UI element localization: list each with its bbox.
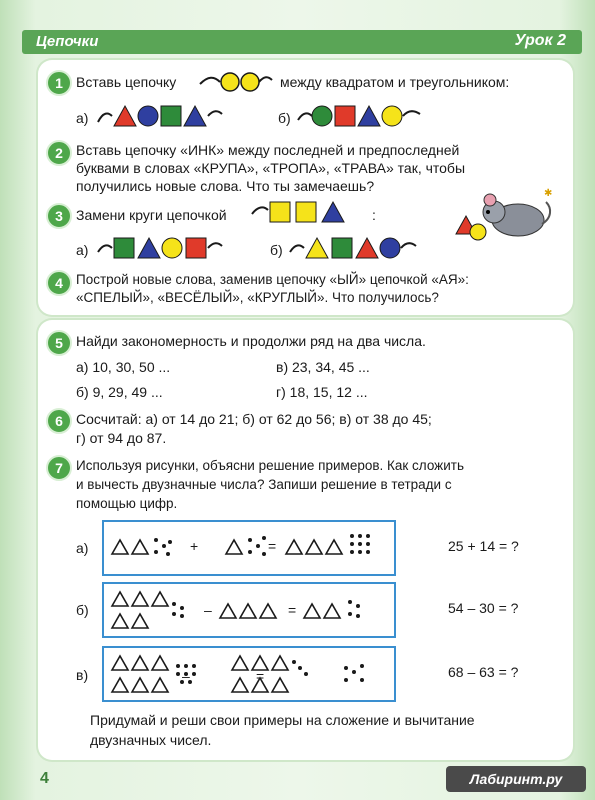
row-b-equals: = bbox=[288, 602, 297, 618]
row-c-label: в) bbox=[76, 667, 89, 683]
task6-line-2: г) от 94 до 87. bbox=[76, 430, 167, 446]
task4-line-2: «СПЕЛЫЙ», «ВЕСЁЛЫЙ», «КРУГЛЫЙ». Что получилось? bbox=[76, 290, 439, 305]
task5-text: Найди закономерность и продолжи ряд на два числа. bbox=[76, 333, 426, 349]
yellow-chain-icon bbox=[200, 70, 272, 94]
row-b-triangles-dots-icon bbox=[110, 586, 390, 632]
task-number-7: 7 bbox=[46, 455, 72, 481]
task1-text-before: Вставь цепочку bbox=[76, 74, 177, 90]
panel-numbers bbox=[38, 320, 573, 760]
task2-line-2: буквами в словах «КРУПА», «ТРОПА», «ТРАВА» так, чтобы bbox=[76, 160, 466, 176]
row-a-operator: + bbox=[190, 538, 199, 554]
header-bar bbox=[22, 30, 582, 54]
task-number-6: 6 bbox=[46, 408, 72, 434]
row-c-operator: – bbox=[182, 668, 190, 684]
lesson-title: Урок 2 bbox=[514, 32, 566, 49]
replace-chain-b-icon bbox=[290, 232, 420, 262]
task5-item-b: б) 9, 29, 49 ... bbox=[76, 384, 163, 400]
replace-chain-a-icon bbox=[98, 232, 228, 262]
task7-footer-1: Придумай и реши свои примеры на сложение и вычитание bbox=[90, 712, 475, 728]
task4-line-1: Построй новые слова, заменив цепочку «ЫЙ» цепочкой «АЯ»: bbox=[76, 272, 469, 287]
shape-chain-b-icon bbox=[298, 100, 428, 130]
row-c-triangles-dots-icon bbox=[110, 650, 390, 696]
task3-text: Замени круги цепочкой bbox=[76, 207, 227, 223]
task5-item-a: а) 10, 30, 50 ... bbox=[76, 359, 171, 375]
row-b-label: б) bbox=[76, 602, 89, 618]
topic-title: Цепочки bbox=[36, 33, 99, 50]
square-triangle-chain-icon bbox=[252, 198, 362, 226]
mouse-with-shapes-icon bbox=[448, 188, 558, 248]
task1-label-b: б) bbox=[278, 110, 291, 126]
task7-line-3: помощью цифр. bbox=[76, 496, 178, 511]
task5-item-v: в) 23, 34, 45 ... bbox=[276, 359, 370, 375]
task-number-2: 2 bbox=[46, 140, 72, 166]
row-a-triangles-dots-icon bbox=[110, 526, 390, 566]
row-b-operator: – bbox=[204, 602, 212, 618]
task5-item-g: г) 18, 15, 12 ... bbox=[276, 384, 368, 400]
row-a-equals: = bbox=[268, 538, 277, 554]
task2-line-3: получились новые слова. Что ты замечаешь? bbox=[76, 178, 375, 194]
task-number-3: 3 bbox=[46, 203, 72, 229]
task2-line-1: Вставь цепочку «ИНК» между последней и предпоследней bbox=[76, 142, 460, 158]
svg-text:✱: ✱ bbox=[544, 188, 553, 199]
task-number-4: 4 bbox=[46, 270, 72, 296]
task3-label-a: а) bbox=[76, 242, 89, 258]
row-a-expression: 25 + 14 = ? bbox=[448, 538, 519, 554]
task6-line-1: Сосчитай: а) от 14 до 21; б) от 62 до 56; в) от 38 до 45; bbox=[76, 411, 432, 427]
task7-line-2: и вычесть двузначные числа? Запиши решение в тетради с bbox=[76, 477, 452, 492]
task7-line-1: Используя рисунки, объясни решение примеров. Как сложить bbox=[76, 458, 464, 473]
row-c-equals: = bbox=[256, 668, 265, 684]
row-a-label: а) bbox=[76, 540, 89, 556]
task7-footer-2: двузначных чисел. bbox=[90, 732, 212, 748]
row-c-expression: 68 – 63 = ? bbox=[448, 664, 519, 680]
panel-chains bbox=[38, 60, 573, 315]
task-number-5: 5 bbox=[46, 330, 72, 356]
task3-label-b: б) bbox=[270, 242, 283, 258]
row-b-expression: 54 – 30 = ? bbox=[448, 600, 519, 616]
task-number-1: 1 bbox=[46, 70, 72, 96]
task3-colon: : bbox=[372, 207, 376, 223]
task1-label-a: а) bbox=[76, 110, 89, 126]
page-number: 4 bbox=[40, 770, 49, 787]
task1-text-after: между квадратом и треугольником: bbox=[280, 74, 510, 90]
shape-chain-a-icon bbox=[98, 100, 224, 130]
brand-watermark: Лабиринт.ру bbox=[446, 766, 586, 792]
